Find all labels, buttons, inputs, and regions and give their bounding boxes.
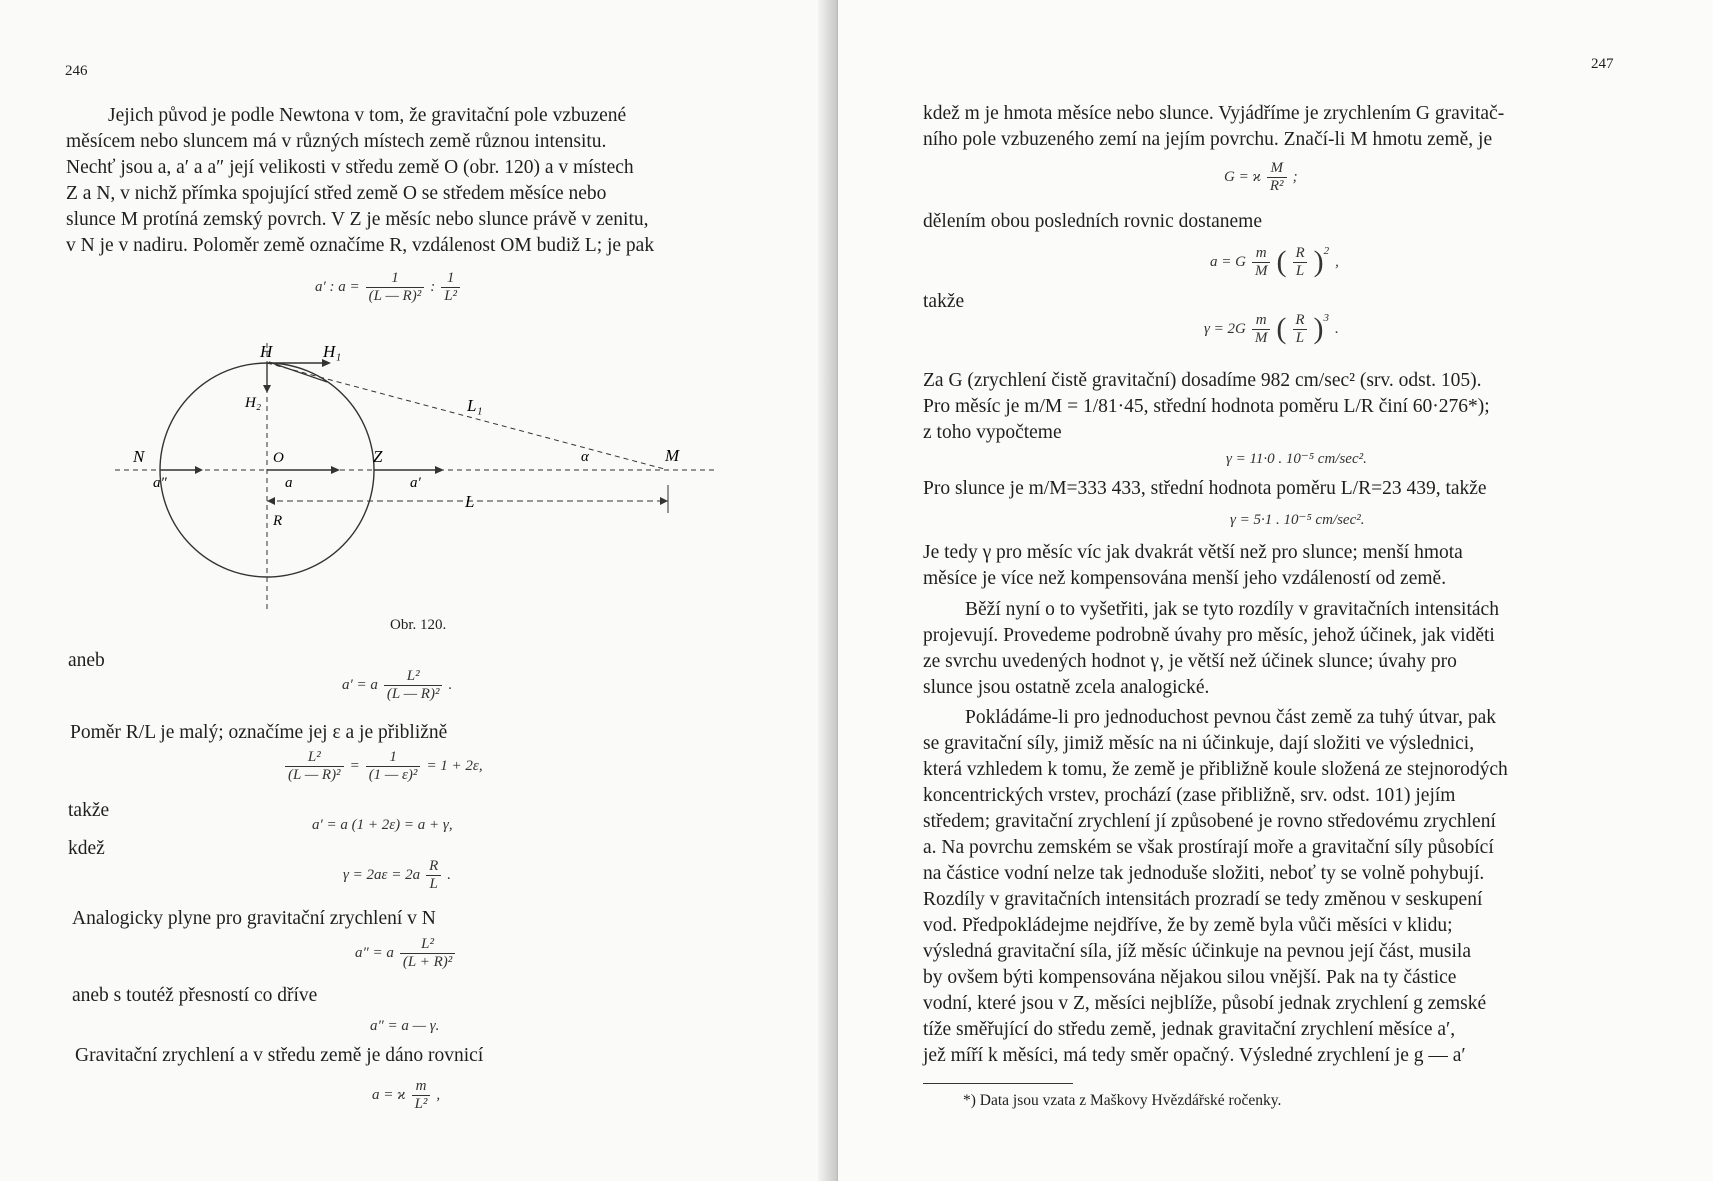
fraction: $\frac{m}{\text{L²}}$ bbox=[412, 1078, 431, 1112]
page-number: 247 bbox=[1591, 56, 1614, 72]
fraction: $\frac{R}{L}$ bbox=[426, 858, 441, 892]
text-line: slunce M protíná zemský povrch. V Z je měsíc nebo slunce právě v zenitu, bbox=[66, 209, 649, 230]
label-N: N bbox=[133, 447, 145, 466]
fraction: $\frac{R}{L}$ bbox=[1292, 312, 1307, 346]
text-line: Pokládáme-li pro jednoduchost pevnou část země za tuhý útvar, pak bbox=[965, 707, 1496, 728]
text-line: na částice vodní nelze tak jednoduše složiti, neboť ty se volně pohybují. bbox=[923, 863, 1485, 884]
text-line: kdež m je hmota měsíce nebo slunce. Vyjádříme je zrychlením G gravitač- bbox=[923, 103, 1505, 124]
text-line: kdež bbox=[68, 838, 105, 859]
label-alpha: α bbox=[581, 449, 589, 465]
line-L1 bbox=[267, 363, 668, 470]
equation: a = G $\frac{m}{M}$ ( $\frac{R}{L}$ ) $^2$ , bbox=[1210, 245, 1339, 279]
label-H: H bbox=[260, 342, 273, 361]
text-line: Pro měsíc je m/M = 1/81·45, střední hodnota poměru L/R činí 60·276*); bbox=[923, 396, 1490, 417]
text-line: by ovšem býti kompensována nějakou silou vnější. Pak na ty částice bbox=[923, 967, 1457, 988]
text-line: Rozdíly v gravitačních intensitách prozradí se tedy změnou v seskupení bbox=[923, 889, 1483, 910]
text-line: slunce jsou ostatně zcela analogické. bbox=[923, 677, 1210, 698]
text-line: koncentrických vrstev, prochází (zase přibližně, srv. odst. 101) jejím bbox=[923, 785, 1456, 806]
left-page bbox=[0, 0, 838, 1181]
text-line: ního pole vzbuzeného zemí na jejím povrchu. Značí-li M hmotu země, je bbox=[923, 129, 1493, 150]
text-line: se gravitační síly, jimiž měsíc na ni účinkuje, dají složiti ve výslednici, bbox=[923, 733, 1475, 754]
label-R: R bbox=[273, 513, 283, 529]
equation: $\frac{\text{L²}}{\text{(L — R)²}}$ = $\frac{1}{\text{(1 — ε)²}}$ = 1 + 2ε, bbox=[285, 749, 483, 783]
text-line: Analogicky plyne pro gravitační zrychlení v N bbox=[72, 908, 436, 929]
equation: a′ = a (1 + 2ε) = a + γ, bbox=[312, 817, 453, 833]
text-line: která vzhledem k tomu, že země je přibližně koule složená ze stejnorodých bbox=[923, 759, 1508, 780]
text-line: a. Na povrchu zemském se však prostírají moře a gravitační síly působící bbox=[923, 837, 1494, 858]
fraction: $\frac{\text{L²}}{\text{(L — R)²}}$ bbox=[285, 749, 344, 783]
text-line: jež míří k měsíci, má tedy směr opačný. Výsledné zrychlení je g — a′ bbox=[923, 1045, 1466, 1066]
label-H2: H₂ bbox=[245, 395, 262, 411]
text-line: z toho vypočteme bbox=[923, 422, 1062, 443]
paragraph bbox=[923, 540, 1628, 592]
text-line: vod. Předpokládejme nejdříve, že by země byla vůči měsíci v klidu; bbox=[923, 915, 1453, 936]
text-line: tíže směřující do středu země, jednak gravitační zrychlení měsíce a′, bbox=[923, 1019, 1456, 1040]
equation: a′ = a $\frac{\text{L²}}{\text{(L — R)²}}$ . bbox=[342, 668, 453, 702]
text-line: Za G (zrychlení čistě gravitační) dosadíme 982 cm/sec² (srv. odst. 105). bbox=[923, 370, 1482, 391]
label-O: O bbox=[273, 450, 284, 466]
footnote-rule bbox=[923, 1083, 1073, 1084]
text-line: Z a N, v nichž přímka spojující střed země O se středem měsíce nebo bbox=[66, 183, 607, 204]
equation: a = ϰ $\frac{m}{\text{L²}}$ , bbox=[372, 1078, 441, 1112]
text-line: Běží nyní o to vyšetřiti, jak se tyto rozdíly v gravitačních intensitách bbox=[965, 599, 1499, 620]
equation: γ = 11·0 . 10⁻⁵ cm/sec². bbox=[1226, 451, 1367, 467]
text-line: Je tedy γ pro měsíc víc jak dvakrát větší než pro slunce; menší hmota bbox=[923, 542, 1463, 563]
paragraph bbox=[923, 101, 1628, 153]
page-number: 246 bbox=[65, 63, 88, 79]
label-a: a bbox=[285, 475, 293, 491]
text-line: výsledná gravitační síla, jíž měsíc účinkuje na pevnou její část, musila bbox=[923, 941, 1472, 962]
text-line: takže bbox=[923, 291, 965, 312]
equation: a″ = a $\frac{\text{L²}}{\text{(L + R)²}}$ bbox=[355, 936, 455, 970]
paragraph bbox=[66, 103, 761, 259]
footnote: *) Data jsou vzata z Maškovy Hvězdářské ročenky. bbox=[963, 1092, 1282, 1109]
fraction: $\frac{m}{M}$ bbox=[1252, 312, 1271, 346]
text-line: v N je v nadiru. Poloměr země označíme R, vzdálenost OM budiž L; je pak bbox=[66, 235, 655, 256]
label-L: L bbox=[465, 492, 475, 511]
text-line: Jejich původ je podle Newtona v tom, že gravitační pole vzbuzené bbox=[108, 105, 627, 126]
text-line: projevují. Provedeme podrobně úvahy pro měsíc, jehož účinek, jak viděti bbox=[923, 625, 1495, 646]
figure-caption: Obr. 120. bbox=[390, 617, 447, 633]
fraction: $\frac{\text{L²}}{\text{(L — R)²}}$ bbox=[384, 668, 443, 702]
fraction: $\frac{1}{\text{L²}}$ bbox=[441, 270, 460, 304]
equation: a″ = a — γ. bbox=[370, 1018, 440, 1034]
equation: γ = 2G $\frac{m}{M}$ ( $\frac{R}{L}$ ) $^3$ . bbox=[1204, 312, 1339, 346]
text-line: aneb s toutéž přesností co dříve bbox=[72, 985, 318, 1006]
text-line: měsícem nebo sluncem má v různých místech země různou intensitu. bbox=[66, 131, 607, 152]
label-M: M bbox=[665, 446, 680, 465]
text-line: dělením obou posledních rovnic dostaneme bbox=[923, 211, 1263, 232]
text-line: Pro slunce je m/M=333 433, střední hodnota poměru L/R=23 439, takže bbox=[923, 478, 1487, 499]
figure-diagram bbox=[115, 335, 725, 625]
equation: a′ : a = $\frac{1}{\text{(L — R)²}}$ : $\frac{1}{\text{L²}}$ bbox=[315, 270, 460, 304]
text-line: Nechť jsou a, a′ a a″ její velikosti v středu země O (obr. 120) a v místech bbox=[66, 157, 634, 178]
text-line: aneb bbox=[68, 650, 105, 671]
label-L1: L₁ bbox=[467, 396, 483, 415]
text-line: Poměr R/L je malý; označíme jej ε a je přibližně bbox=[70, 722, 448, 743]
text-line: Gravitační zrychlení a v středu země je dáno rovnicí bbox=[75, 1045, 484, 1066]
paragraph bbox=[923, 368, 1628, 446]
label-a1: a′ bbox=[410, 475, 421, 491]
text-line: takže bbox=[68, 800, 110, 821]
equation: γ = 5·1 . 10⁻⁵ cm/sec². bbox=[1230, 512, 1365, 528]
eq-lhs: a′ : a = bbox=[315, 278, 360, 295]
paragraph bbox=[923, 705, 1628, 1069]
fraction: $\frac{\text{L²}}{\text{(L + R)²}}$ bbox=[400, 936, 455, 970]
equation: γ = 2aε = 2a $\frac{R}{L}$ . bbox=[343, 858, 451, 892]
fraction: $\frac{1}{\text{(L — R)²}}$ bbox=[366, 270, 425, 304]
label-H1: H₁ bbox=[323, 342, 342, 361]
text-line: vodní, které jsou v Z, měsíci nejblíže, působí jednak zrychlení g zemské bbox=[923, 993, 1487, 1014]
fraction: $\frac{R}{L}$ bbox=[1292, 245, 1307, 279]
text-line: ze svrchu uvedených hodnot γ, je větší než účinek slunce; úvahy pro bbox=[923, 651, 1457, 672]
equation: G = ϰ $\frac{M}{\text{R²}}$ ; bbox=[1224, 160, 1298, 194]
right-page bbox=[838, 0, 1713, 1181]
label-a2: a″ bbox=[153, 475, 167, 491]
fraction: $\frac{1}{\text{(1 — ε)²}}$ bbox=[366, 749, 421, 783]
fraction: $\frac{m}{M}$ bbox=[1252, 245, 1271, 279]
fraction: $\frac{M}{\text{R²}}$ bbox=[1267, 160, 1287, 194]
label-Z: Z bbox=[373, 447, 383, 466]
text-line: středem; gravitační zrychlení jí způsobené je rovno středovému zrychlení bbox=[923, 811, 1496, 832]
paragraph bbox=[923, 597, 1628, 701]
text-line: měsíce je více než kompensována menší jeho vzdáleností od země. bbox=[923, 568, 1447, 589]
